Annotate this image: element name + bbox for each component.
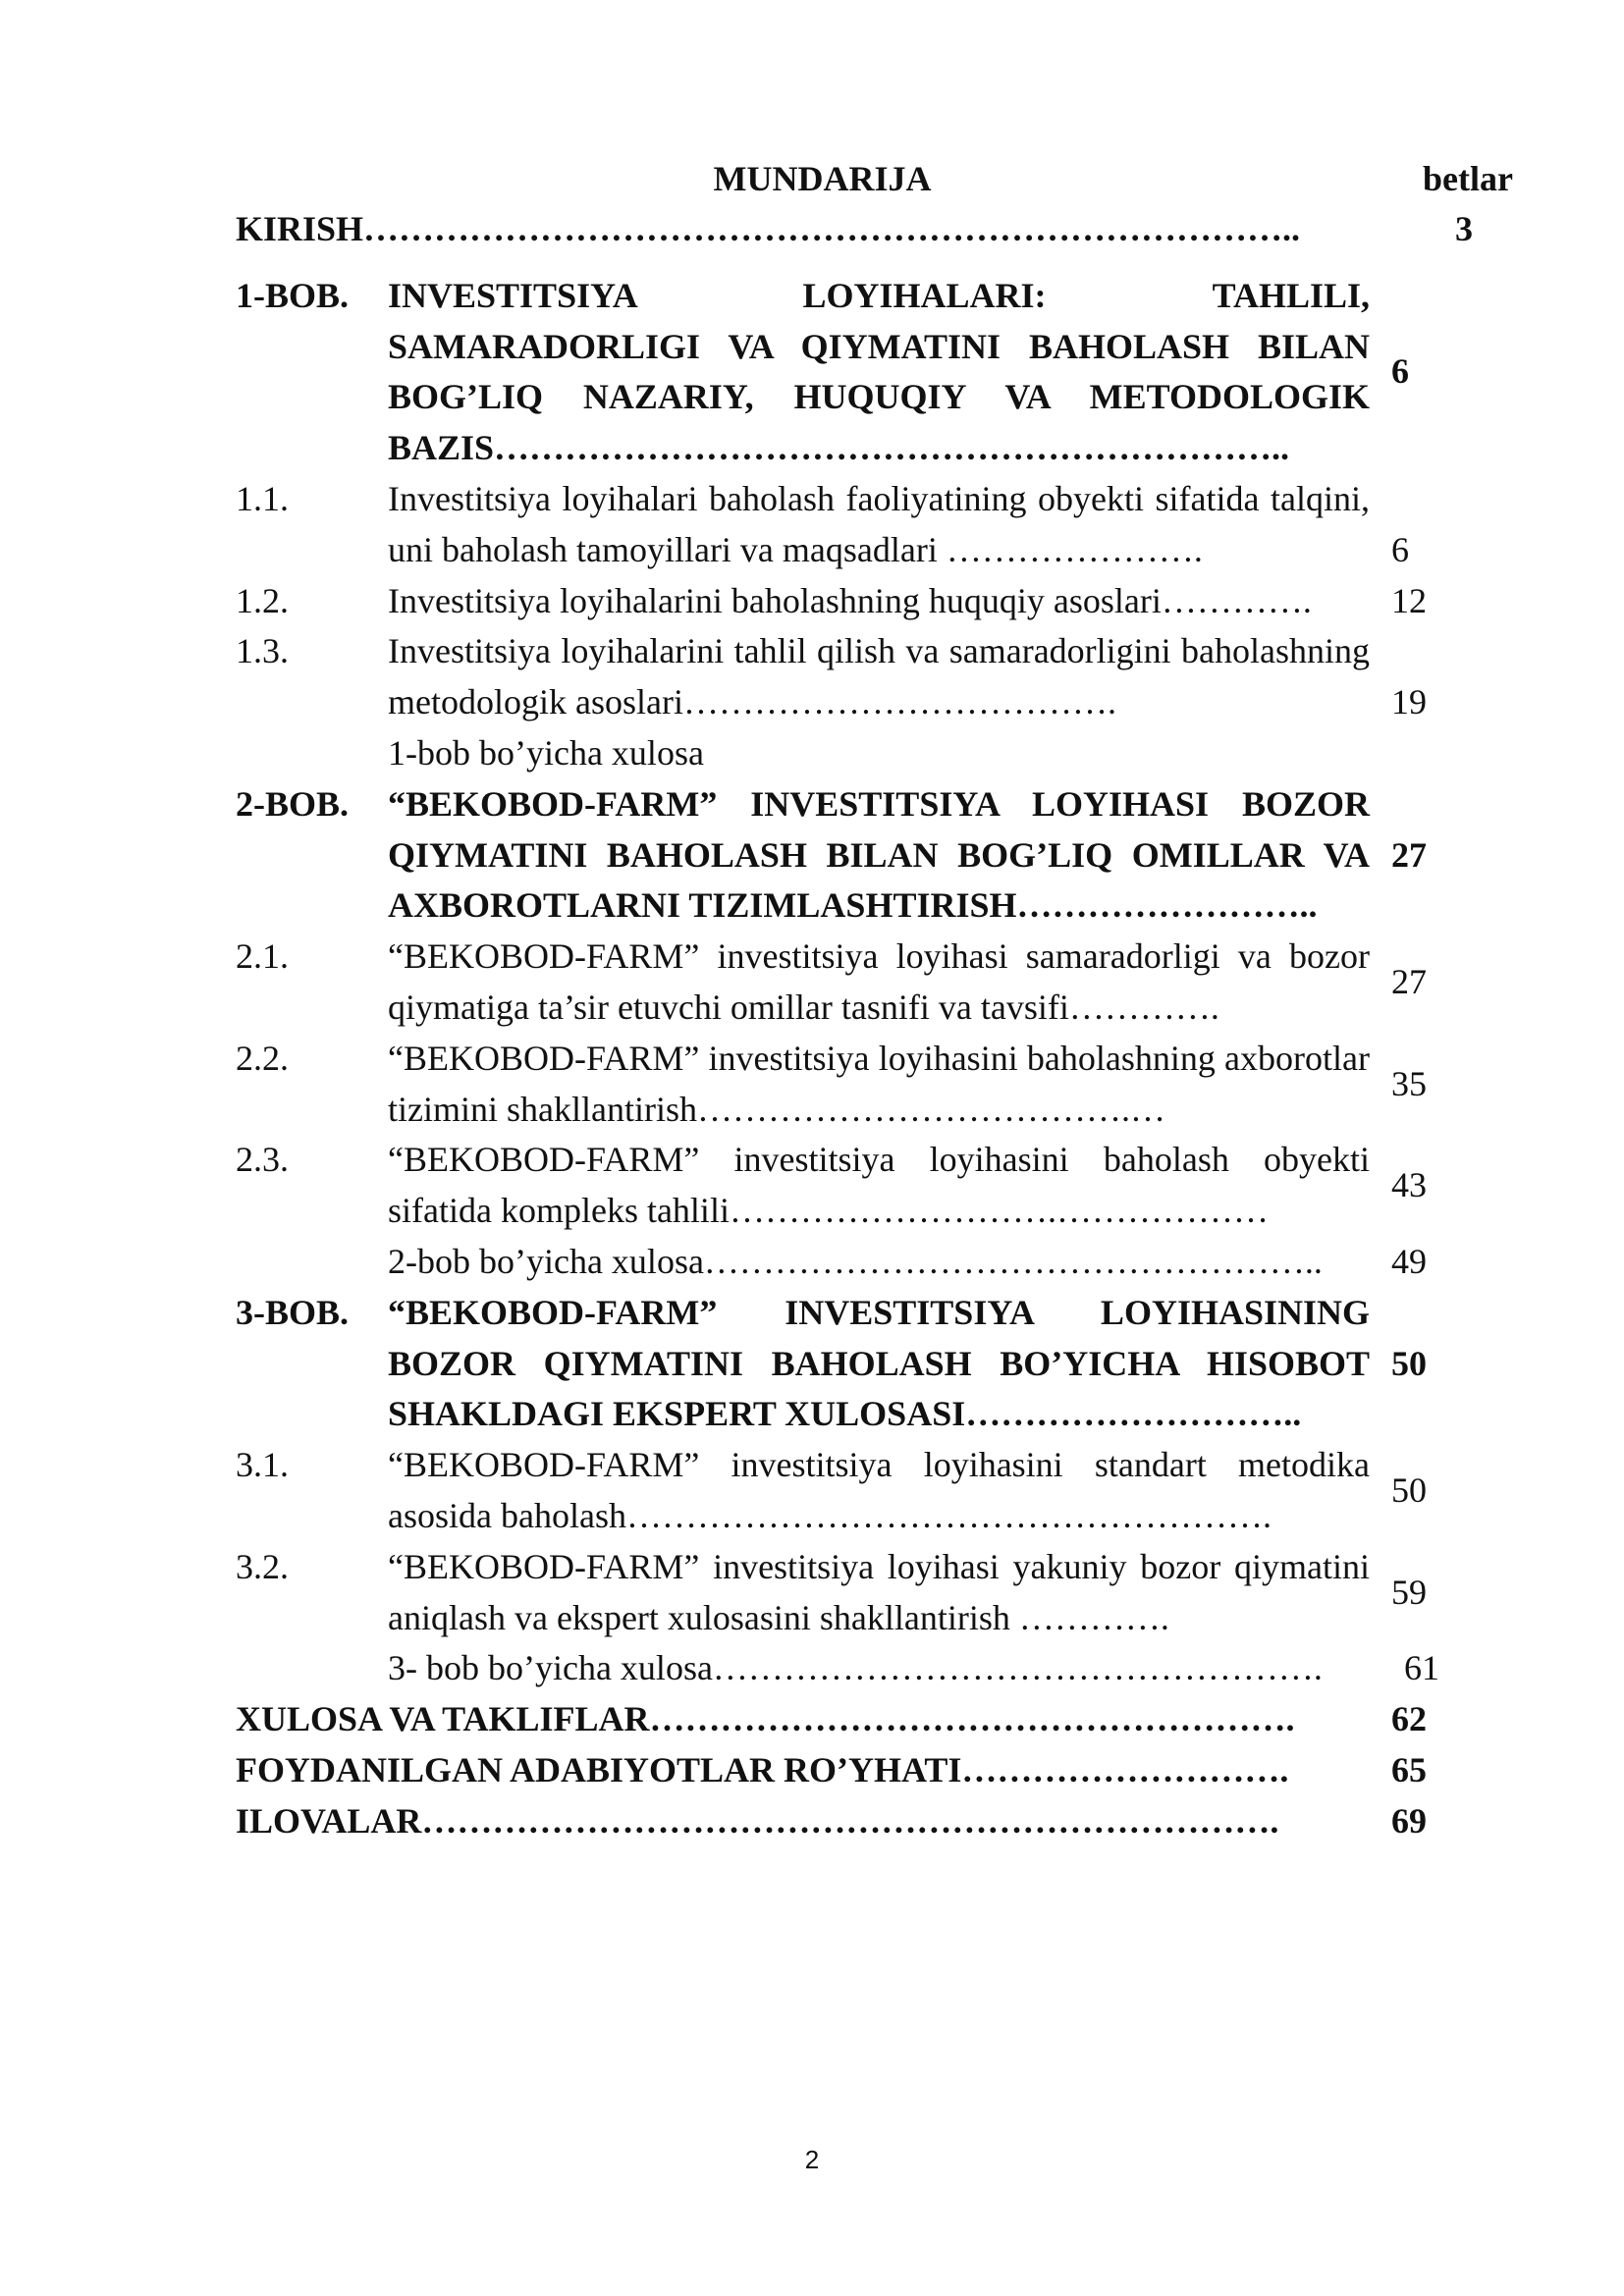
toc-entry-number: 3.1. [236,1445,289,1485]
toc-entry-title: Investitsiya loyihalari baholash faoliyatining obyekti sifatida talqini, uni baholash tamoyillari va maqsadlari …………………. [388,478,1370,569]
toc-entry-page: 43 [1391,1165,1427,1205]
toc-entry-page: 65 [1391,1749,1427,1789]
toc-entry-title: 1-bob bo’yicha xulosa [388,732,704,773]
toc-entry-chapter-2 [236,779,1507,932]
toc-entry-number [236,1237,388,1288]
toc-entry-title: “BEKOBOD-FARM” investitsiya loyihasini baholashning axborotlar tizimini shakllantirish……………………………….… [388,1038,1370,1129]
toc-entry-page: 50 [1391,1343,1427,1383]
toc-entry-number [236,1643,388,1694]
toc-entry-page: 27 [1391,962,1427,1002]
toc-entry-title: ILOVALAR………………………………………………………………. [236,1800,1279,1841]
toc-entry-kirish [236,204,1507,255]
toc-entry-section-1-1 [236,474,1507,576]
toc-entry-page: 62 [1391,1699,1427,1739]
toc-entry-number: 1.2. [236,580,289,620]
toc-entry-section-1-3 [236,626,1507,728]
toc-entry-page: 12 [1391,580,1427,620]
table-of-contents [236,204,1507,1847]
toc-entry-number: 2.1. [236,936,289,977]
toc-entry-number: 3-BOB. [236,1292,350,1332]
toc-entry-conclusion-2 [236,1237,1507,1288]
toc-entry-title: FOYDANILGAN ADABIYOTLAR RO’YHATI………………………. [236,1749,1289,1789]
toc-entry-number: 1-BOB. [236,275,350,315]
toc-entry-number: 2.2. [236,1038,289,1078]
toc-entry-title: XULOSA VA TAKLIFLAR………………………………………………. [236,1699,1295,1739]
toc-entry-title: KIRISH…………………………………………………………………….. [236,209,1301,248]
toc-entry-number: 2.3. [236,1140,289,1180]
toc-entry-page: 49 [1391,1241,1427,1281]
toc-entry-number: 1.1. [236,478,289,518]
toc-entry-title: “BEKOBOD-FARM” INVESTITSIYA LOYIHASI BOZOR QIYMATINI BAHOLASH BILAN BOG’LIQ OMILLAR VA AXBOROTLARNI TIZIMLASHTIRISH…………………….. [388,783,1370,926]
toc-entry-section-3-2 [236,1542,1507,1644]
toc-entry-page: 3 [1455,209,1473,248]
toc-entry-page: 50 [1391,1470,1427,1511]
toc-entry-page: 59 [1391,1572,1427,1612]
toc-entry-page: 61 [1404,1648,1439,1688]
toc-entry-chapter-3 [236,1288,1507,1440]
toc-entry-section-2-2 [236,1034,1507,1136]
toc-entry-conclusion-3 [236,1643,1507,1694]
toc-entry-conclusions [236,1694,1507,1745]
page-title: MUNDARIJA [713,159,932,198]
toc-entry-chapter-1 [236,271,1507,474]
toc-entry-section-3-1 [236,1440,1507,1542]
toc-entry-page: 19 [1391,682,1427,722]
toc-entry-section-2-1 [236,932,1507,1034]
toc-entry-page: 35 [1391,1063,1427,1103]
toc-entry-page: 6 [1391,529,1409,569]
toc-entry-number: 2-BOB. [236,783,350,824]
page-number: 2 [804,2145,820,2174]
toc-entry-title: Investitsiya loyihalarini baholashning huquqiy asoslari…………. [388,580,1312,620]
toc-entry-page: 27 [1391,834,1427,875]
toc-entry-title: “BEKOBOD-FARM” INVESTITSIYA LOYIHASINING BOZOR QIYMATINI BAHOLASH BO’YICHA HISOBOT SHAKLDAGI EKSPERT XULOSASI……………………….. [388,1292,1370,1434]
toc-entry-title: 2-bob bo’yicha xulosa…………………………………………….. [388,1241,1323,1281]
toc-entry-page [1370,728,1483,779]
toc-entry-appendices [236,1796,1507,1847]
toc-entry-title: “BEKOBOD-FARM” investitsiya loyihasi yakuniy bozor qiymatini aniqlash va ekspert xulosasini shakllantirish …………. [388,1546,1370,1637]
toc-entry-section-2-3 [236,1135,1507,1237]
toc-entry-section-1-2 [236,576,1507,627]
toc-entry-page: 69 [1391,1800,1427,1841]
toc-entry-page: 6 [1391,351,1409,392]
pages-column-header: betlar [1423,159,1513,198]
toc-entry-title: 3- bob bo’yicha xulosa……………………………………………. [388,1648,1323,1688]
toc-entry-title: “BEKOBOD-FARM” investitsiya loyihasini standart metodika asosida baholash………………………………………………. [388,1445,1370,1535]
toc-entry-title: INVESTITSIYA LOYIHALARI: TAHLILI, SAMARADORLIGI VA QIYMATINI BAHOLASH BILAN BOG’LIQ NAZARIY, HUQUQIY VA METODOLOGIK BAZIS………………………………………………………….. [388,275,1370,468]
toc-entry-number: 3.2. [236,1546,289,1586]
toc-entry-title: Investitsiya loyihalarini tahlil qilish va samaradorligini baholashning metodologik asoslari………………………………. [388,631,1370,722]
toc-entry-references [236,1745,1507,1796]
toc-entry-number: 1.3. [236,631,289,671]
toc-entry-conclusion-1 [236,728,1507,779]
toc-entry-number [236,728,388,779]
toc-entry-title: “BEKOBOD-FARM” investitsiya loyihasini baholash obyekti sifatida kompleks tahlili……………………….……………… [388,1140,1370,1231]
toc-entry-title: “BEKOBOD-FARM” investitsiya loyihasi samaradorligi va bozor qiymatiga ta’sir etuvchi omillar tasnifi va tavsifi…………. [388,936,1370,1027]
